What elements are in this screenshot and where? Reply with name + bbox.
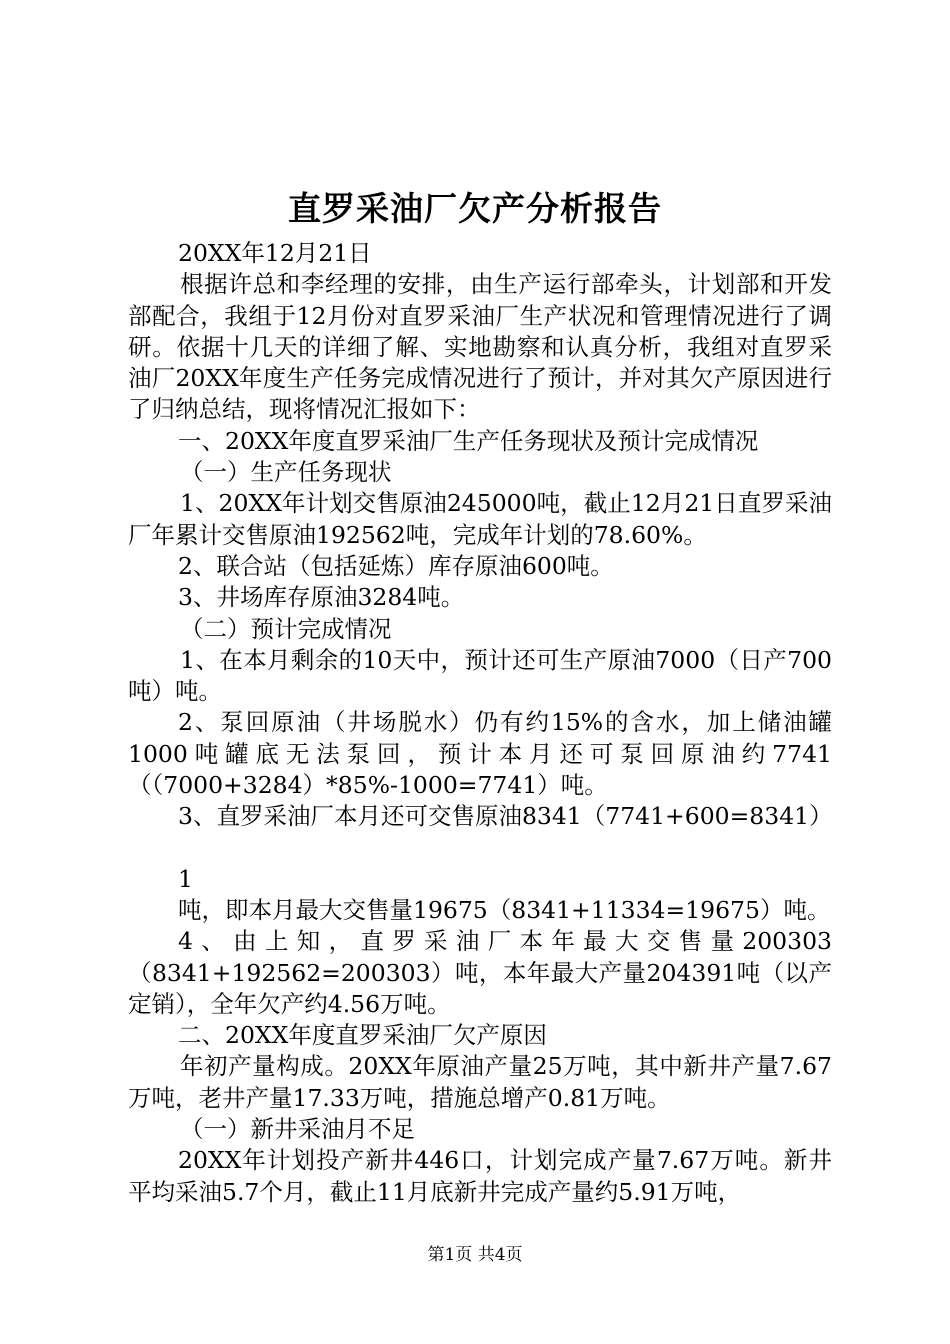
subsection-heading-1-2: （二）预计完成情况 bbox=[180, 614, 392, 643]
spacer bbox=[128, 833, 832, 864]
subsection-heading-2-1: （一）新井采油月不足 bbox=[180, 1115, 415, 1144]
document-title: 直罗采油厂欠产分析报告 bbox=[288, 189, 662, 228]
subsection-heading-1-1: （一）生产任务现状 bbox=[180, 458, 392, 487]
paragraph-item-2: 2、联合站（包括延炼）库存原油600吨。 bbox=[178, 551, 614, 580]
document-body bbox=[128, 238, 832, 1208]
date-line: 20XX年12月21日 bbox=[178, 239, 372, 267]
paragraph-forecast-3: 3、直罗采油厂本月还可交售原油8341（7741+600=8341） bbox=[178, 802, 833, 831]
paragraph-forecast-3-cont: 吨，即本月最大交售量19675（8341+11334=19675）吨。 bbox=[178, 895, 831, 924]
page-footer: 第1页 共4页 bbox=[427, 1245, 523, 1265]
paragraph-forecast-2: 2、泵回原油（井场脱水）仍有约15%的含水，加上储油罐1000吨罐底无法泵回，预计本月还可泵回原油约7741（（7000+3284）*85%-1000=7741）吨。 bbox=[128, 708, 832, 800]
paragraph-item-3: 3、井场库存原油3284吨。 bbox=[178, 583, 465, 612]
paragraph-output-composition: 年初产量构成。20XX年原油产量25万吨，其中新井产量7.67万吨，老井产量17.33万吨，措施总增产0.81万吨。 bbox=[128, 1052, 832, 1112]
paragraph-item-1: 1、20XX年计划交售原油245000吨，截止12月21日直罗采油厂年累计交售原油192562吨，完成年计划的78.60%。 bbox=[128, 489, 832, 549]
paragraph-forecast-1: 1、在本月剩余的10天中，预计还可生产原油7000（日产700吨）吨。 bbox=[128, 645, 832, 706]
inline-page-number: 1 bbox=[178, 864, 193, 893]
paragraph-new-wells: 20XX年计划投产新井446口，计划完成产量7.67万吨。新井平均采油5.7个月，截止11月底新井完成产量约5.91万吨， bbox=[128, 1146, 832, 1206]
paragraph-intro: 根据许总和李经理的安排，由生产运行部牵头，计划部和开发部配合，我组于12月份对直罗采油厂生产状况和管理情况进行了调研。依据十几天的详细了解、实地勘察和认真分析，我组对直罗采油厂20XX年度生产任务完成情况进行了预计，并对其欠产原因进行了归纳总结，现将情况汇报如下： bbox=[128, 270, 832, 424]
paragraph-forecast-4: 4、由上知，直罗采油厂本年最大交售量200303（8341+192562=200303）吨，本年最大产量204391吨（以产定销），全年欠产约4.56万吨。 bbox=[128, 927, 832, 1018]
section-heading-1: 一、20XX年度直罗采油厂生产任务现状及预计完成情况 bbox=[178, 426, 759, 455]
section-heading-2: 二、20XX年度直罗采油厂欠产原因 bbox=[178, 1021, 547, 1050]
